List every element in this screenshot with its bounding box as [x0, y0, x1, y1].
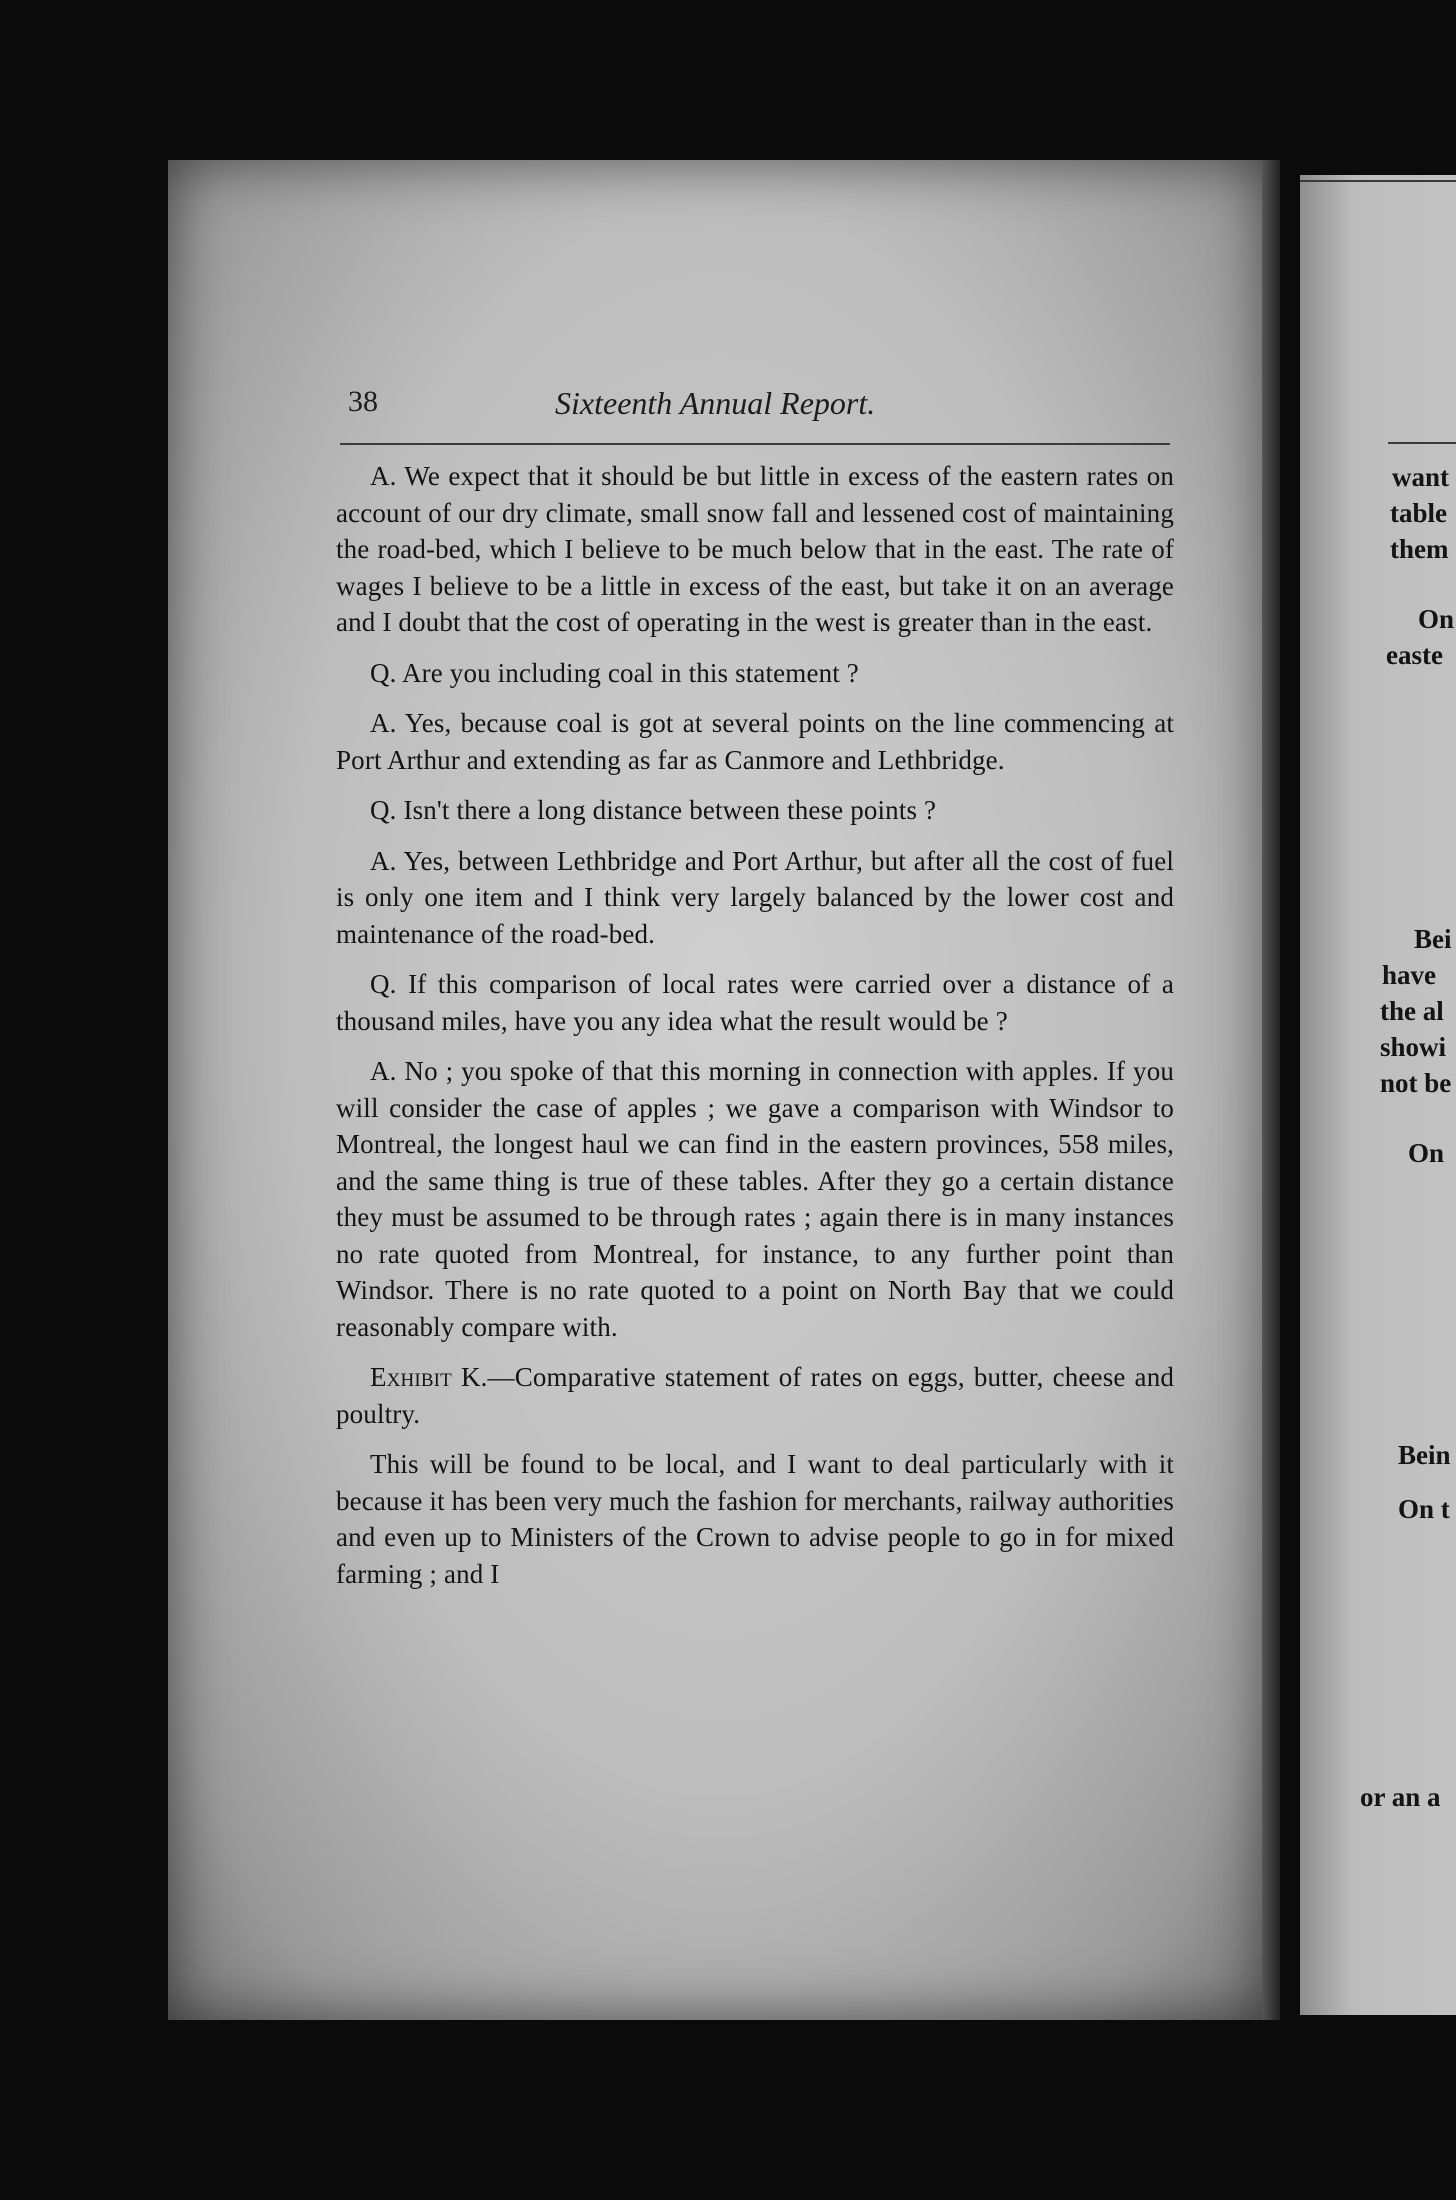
facing-page-text: Bein	[1398, 1440, 1451, 1470]
page-gutter	[1262, 160, 1280, 2020]
paragraph-text: Yes, because coal is got at several points on the line commencing at Port Arthur and extending as far as Canmore and Lethbridge.	[336, 708, 1174, 775]
page-header	[340, 385, 1200, 435]
speaker-label: Q.	[370, 969, 397, 999]
paragraph-text: This will be found to be local, and I want to deal particularly with it because it has been very much the fashion for merchants, railway authorities and even up to Ministers of the Crown to advise people to go in for mixed farming ; and I	[336, 1449, 1174, 1589]
facing-page-text: table	[1390, 498, 1447, 528]
paragraph-text: —Comparative statement of rates on eggs, butter, cheese and poultry.	[336, 1362, 1174, 1429]
paragraph	[336, 705, 1174, 778]
paragraph-text: If this comparison of local rates were carried over a distance of a thousand miles, have you any idea what the result would be ?	[336, 969, 1174, 1036]
facing-page-text: On	[1408, 1138, 1445, 1168]
page-number: 38	[348, 385, 378, 418]
facing-page-text: showi	[1380, 1032, 1447, 1062]
paragraph	[336, 843, 1174, 953]
speaker-label: A.	[370, 1056, 397, 1086]
facing-header-rule	[1388, 442, 1456, 444]
speaker-label: A.	[370, 461, 397, 491]
speaker-label: Q.	[370, 795, 397, 825]
speaker-label: A.	[370, 845, 397, 876]
facing-page-text: Bei	[1414, 924, 1452, 954]
facing-page-text: have	[1382, 960, 1436, 990]
facing-page-text: easte	[1386, 640, 1443, 670]
running-title: Sixteenth Annual Report.	[555, 385, 876, 421]
facing-page-rule	[1300, 180, 1456, 182]
exhibit-label: Exhibit K.	[370, 1362, 488, 1392]
paragraph-text: Isn't there a long distance between these points ?	[403, 795, 937, 825]
facing-page-text: the al	[1380, 996, 1444, 1026]
facing-page-text: want	[1392, 462, 1450, 492]
facing-page-text: On t	[1398, 1494, 1450, 1524]
speaker-label: Q.	[370, 657, 397, 688]
header-rule	[340, 443, 1170, 445]
paragraph	[336, 1053, 1174, 1345]
exhibit-paragraph	[336, 1359, 1174, 1432]
facing-page-text: On	[1418, 604, 1455, 634]
speaker-label: A.	[370, 708, 397, 738]
paragraph-text: Are you including coal in this statement ?	[401, 657, 859, 688]
paragraph	[336, 458, 1174, 641]
paragraph-text: We expect that it should be but little in excess of the eastern rates on account of our dry climate, small snow fall and lessened cost of maintaining the road-bed, which I believe to be much below that in the east. The rate of wages I believe to be a little in excess of the east, but take it on an average and I doubt that the cost of operating in the west is greater than in the east.	[336, 461, 1174, 637]
facing-page-text: them	[1390, 534, 1449, 564]
paragraph	[336, 792, 1174, 829]
paragraph-text: Yes, between Lethbridge and Port Arthur, but after all the cost of fuel is only one item and I think very largely balanced by the lower cost and maintenance of the road-bed.	[336, 845, 1174, 949]
paragraph	[336, 1446, 1174, 1592]
paragraph	[336, 655, 1174, 692]
paragraph-text: No ; you spoke of that this morning in connection with apples. If you will consider the case of apples ; we gave a comparison with Windsor to Montreal, the longest haul we can find in the eastern provinces, 558 miles, and the same thing is true of these tables. After they go a certain distance they must be assumed to be through rates ; again there is in many instances no rate quoted from Montreal, for instance, to any further point than Windsor. There is no rate quoted to a point on North Bay that we could reasonably compare with.	[336, 1056, 1174, 1342]
facing-page-text: or an a	[1360, 1782, 1441, 1812]
paragraph	[336, 966, 1174, 1039]
facing-page-text: not be	[1380, 1068, 1452, 1098]
body-text	[336, 458, 1174, 1606]
